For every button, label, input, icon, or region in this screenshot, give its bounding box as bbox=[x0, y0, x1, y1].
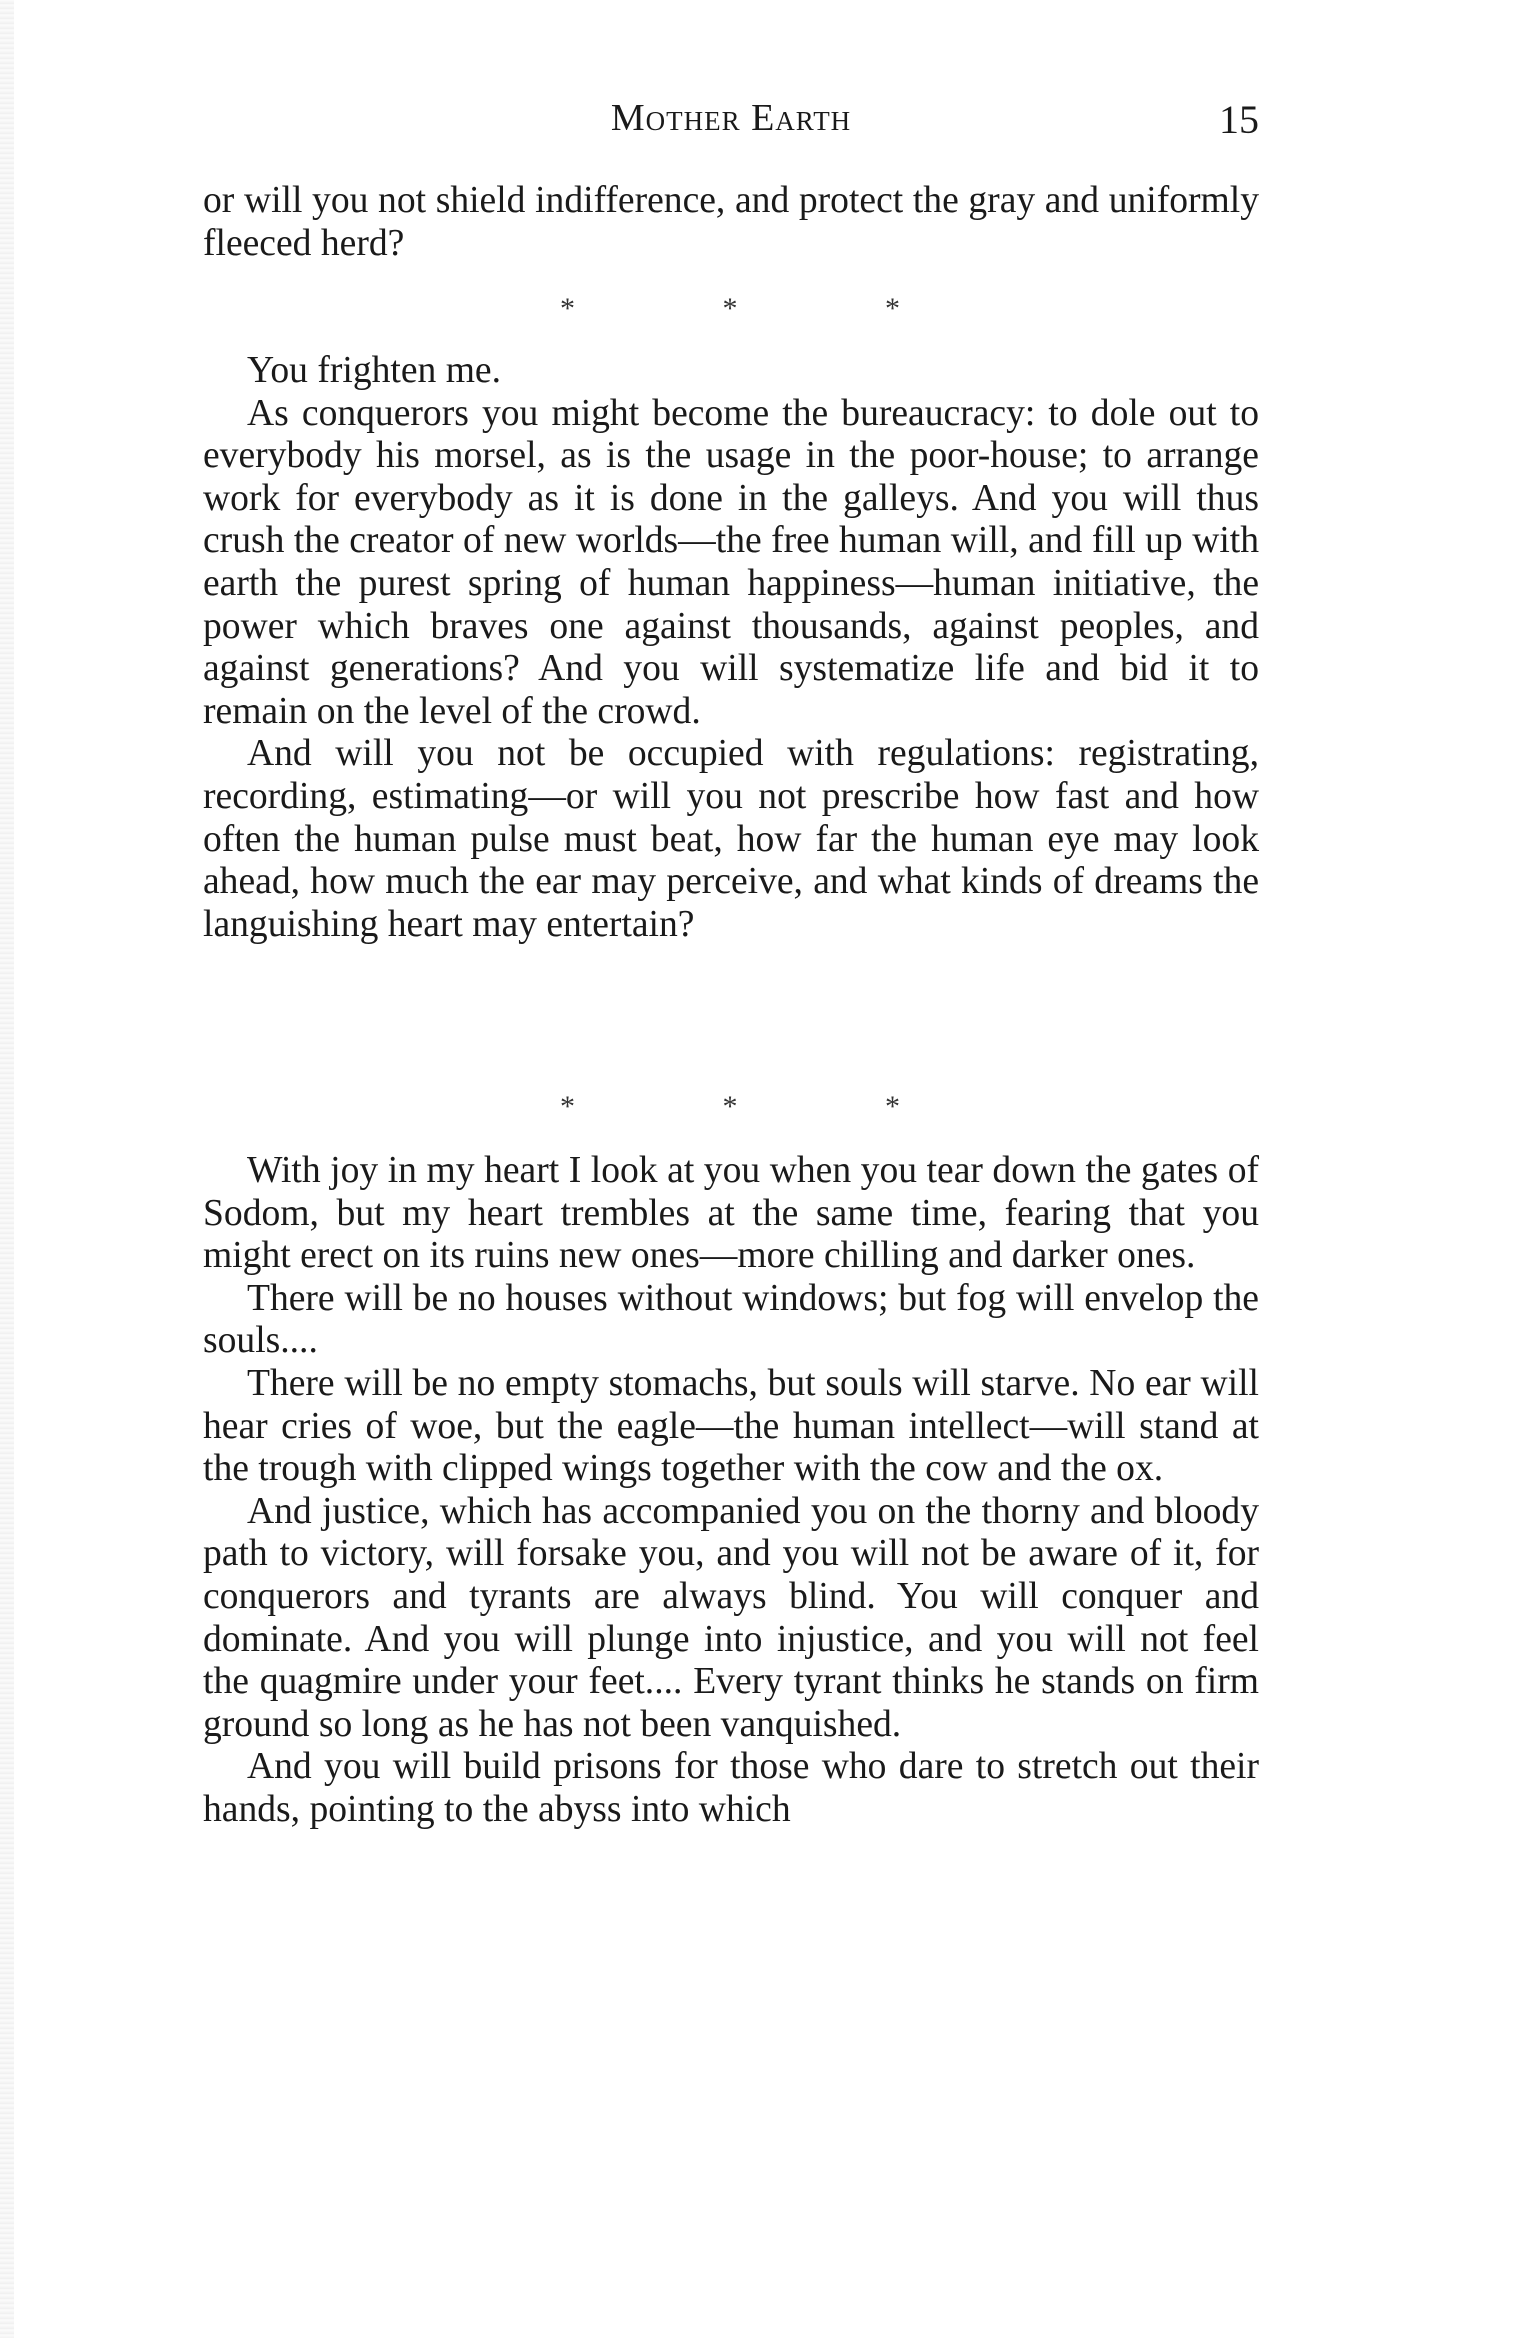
text-block-opening bbox=[203, 180, 1259, 265]
star-ornament: * bbox=[560, 292, 575, 325]
paragraph: You frighten me. bbox=[247, 350, 501, 391]
section-break-2 bbox=[560, 1090, 900, 1124]
paragraph: And will you not be occupied with regulations: registrating, recording, estimating—or will you not prescribe how fast and how often the human pulse must beat, how far the human eye may look ahead, how much the ear may perceive, and what kinds of dreams the languishing heart may entertain? bbox=[203, 733, 1259, 945]
paragraph: As conquerors you might become the bureaucracy: to dole out to everybody his morsel, as is the usage in the poor-house; to arrange work for everybody as it is done in the galleys. And you will thus crush the creator of new worlds—the free human will, and fill up with earth the purest spring of human happiness—human initiative, the power which braves one against thousands, against peoples, and against generations? And you will systematize life and bid it to remain on the level of the crowd. bbox=[203, 392, 1259, 732]
paragraph: And you will build prisons for those who dare to stretch out their hands, pointing to the abyss into which bbox=[203, 1746, 1259, 1830]
section-break-1 bbox=[560, 292, 900, 326]
page-edge-shading bbox=[0, 0, 14, 2338]
running-title: Mother Earth bbox=[610, 97, 852, 139]
paragraph: or will you not shield indifference, and protect the gray and uniformly fleeced herd? bbox=[203, 180, 1259, 264]
page-number: 15 bbox=[1219, 97, 1259, 142]
star-ornament: * bbox=[560, 1090, 575, 1123]
paragraph: And justice, which has accompanied you on the thorny and bloody path to victory, will forsake you, and you will not be aware of it, for conquerors and tyrants are always blind. You will conquer and dominate. And you will plunge into injustice, and you will not feel the quagmire under your feet.... Every tyrant thinks he stands on firm ground so long as he has not been vanquished. bbox=[203, 1490, 1259, 1745]
paragraph: There will be no empty stomachs, but souls will starve. No ear will hear cries of woe, but the eagle—the human intellect—will stand at the trough with clipped wings together with the cow and the ox. bbox=[203, 1362, 1259, 1490]
star-ornament: * bbox=[885, 1090, 900, 1123]
star-ornament: * bbox=[885, 292, 900, 325]
paragraph: With joy in my heart I look at you when you tear down the gates of Sodom, but my heart trembles at the same time, fearing that you might erect on its ruins new ones—more chilling and darker ones. bbox=[203, 1150, 1259, 1277]
running-head bbox=[203, 96, 1259, 152]
star-ornament: * bbox=[722, 292, 738, 325]
paragraph: There will be no houses without windows; but fog will envelop the souls.... bbox=[203, 1277, 1259, 1362]
text-block-section-3 bbox=[203, 1150, 1259, 1832]
text-block-section-2 bbox=[203, 350, 1259, 946]
star-ornament: * bbox=[722, 1090, 738, 1123]
